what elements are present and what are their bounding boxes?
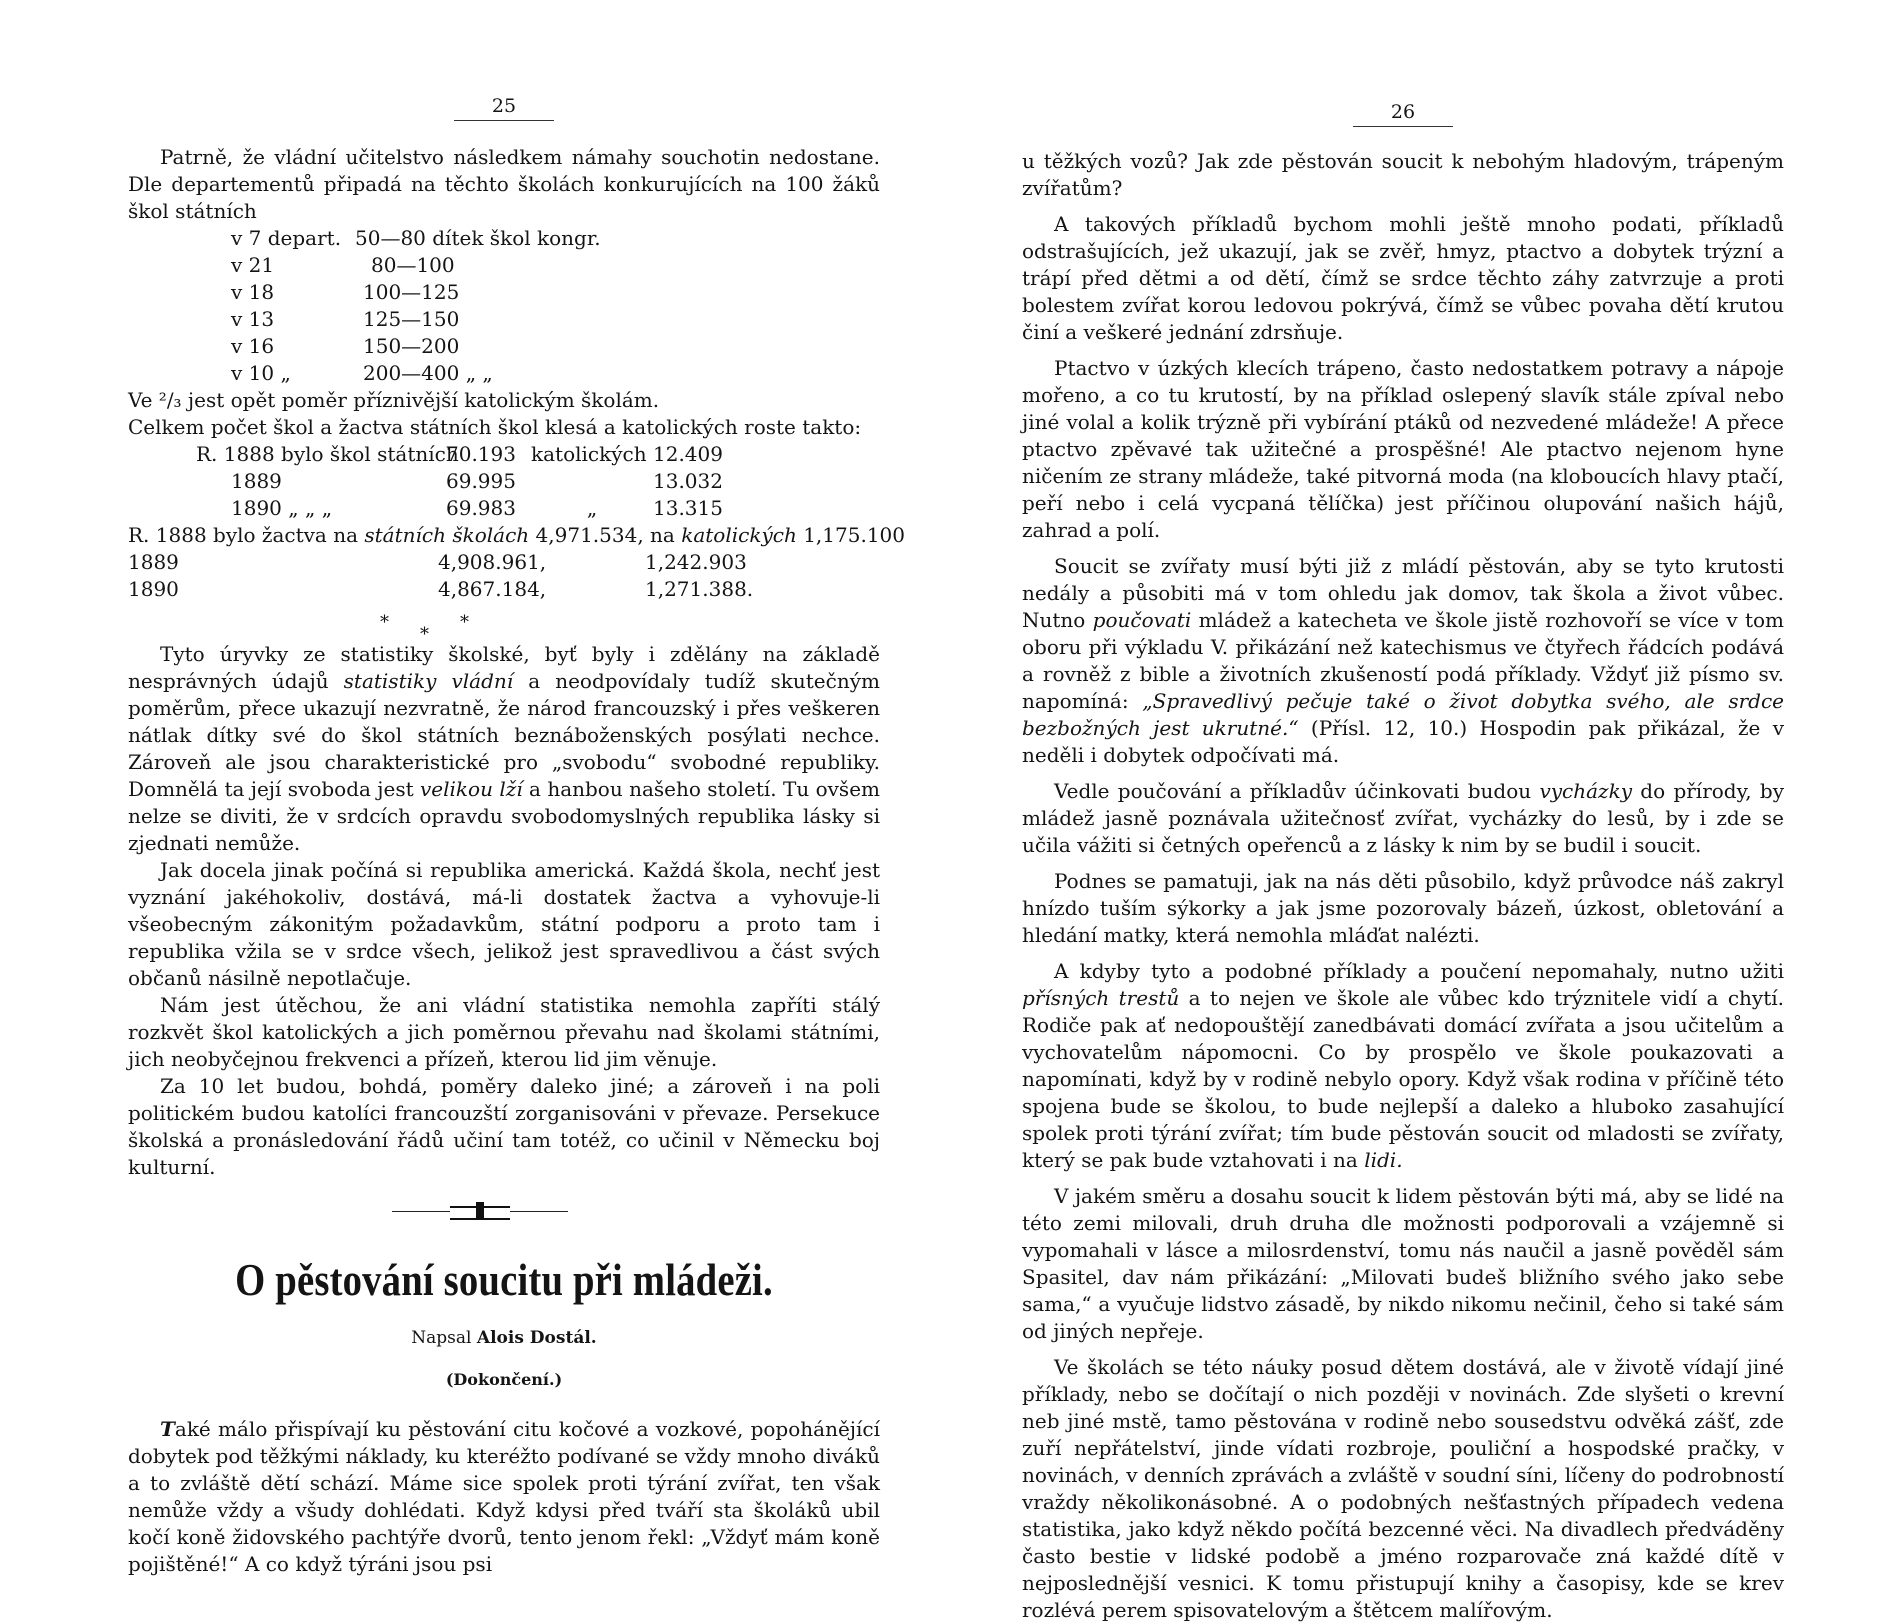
article-author: Napsal Alois Dostál. [411, 1328, 597, 1348]
table-row: v 16 150—200 [231, 334, 460, 358]
table-row: v 13 125—150 [231, 307, 460, 331]
paragraph: Také málo přispívají ku pěstování citu kočové a vozkové, popohánějící dobytek pod těžkými náklady, ku kteréžto podívané se vždy mnoho diváků a to zvláště dětí schází. Máme sice spolek proti týrání zvířat, ten však nemůže vždy a všudy dohlédati. Když kdysi před tváří sta školáků ubil kočí koně židovského pachtýře dvorů, tento jenom řekl: „Vždyť mám koně pojištěné!“ A co když týráni jsou psi [128, 1417, 880, 1576]
paragraph: Za 10 let budou, bohdá, poměry daleko jiné; a zároveň i na poli politickém budou katolíci francouzští zorganisováni v převaze. Persekuce školská a pronásledování řádů učiní tam totéž, co učinil v Německu boj kulturní. [128, 1074, 880, 1179]
department-table [128, 225, 880, 387]
ratio-line: Ve ²/₃ jest opět poměr příznivější katolickým školám. [128, 388, 660, 412]
table-row: v 18 100—125 [231, 280, 460, 304]
table-row: 1889 69.995 13.032 [231, 469, 723, 493]
table-row: v 21 80—100 [231, 253, 455, 277]
page-number-left: 25 [491, 95, 517, 117]
table-row: R. 1888 bylo žactva na státních školách 4,971.534, na katolických 1,175.100 [128, 523, 905, 547]
right-body [1022, 148, 1784, 1624]
paragraph: Soucit se zvířaty musí býti již z mládí pěstován, aby se tyto krutosti nedály a působiti má v tom ohledu jak domov, tak škola a život vůbec. Nutno poučovati mládež a katecheta ve škole jistě rozhovoří se více v tom oboru při výkladu V. přikázání než katechismus ve čtyřech řádcích podává a rovněž z bible a životních zkušeností podá příklady. Vždyť již písmo sv. napomíná: „Spravedlivý pečuje také o život dobytka svého, ale srdce bezbožných jest ukrutné.“ (Přísl. 12, 10.) Hospodin pak přikázal, že v neděli i dobytek odpočívati má. [1022, 554, 1784, 767]
pupils-table [128, 522, 905, 603]
paragraph: V jakém směru a dosahu soucit k lidem pěstován býti má, aby se lidé na této zemi milovali, druh druha dle možnosti podporovali a vzájemně si vypomahali v lásce a milosrdenství, tomu nás naučil a jasně pověděl sám Spasitel, dav nám přikázání: „Milovati budeš bližního svého jako sebe sama,“ a vyučuje lidstvo zásadě, by nikdo nikomu nečinil, čeho si také sám od jiných nepřeje. [1022, 1184, 1784, 1343]
page-number-right: 26 [1390, 101, 1416, 123]
paragraph: A takových příkladů bychom mohli ještě mnoho podati, příkladů odstrašujících, jež ukazují, jak se zvěř, hmyz, ptactvo a dobytek trýzní a trápí před dětmi a od dětí, čímž se srdce těchto záhy zatvrzuje a proti bolestem zvířat korou ledovou pokrývá, čímž se vůbec povaha dětí krutou činí a veškeré jednání zdrsňuje. [1022, 212, 1784, 344]
paragraph: u těžkých vozů? Jak zde pěstován soucit k nebohým hladovým, trápeným zvířatům? [1022, 149, 1784, 200]
paragraph: Jak docela jinak počíná si republika americká. Každá škola, nechť jest vyznání jakéhokoliv, dostává, má-li dostatek žactva a vyhovuje-li všeobecným zákonitým požadavkům, státní podporu a proto tam i republika vžila se v srdce všech, jelikož jest spravedlivou a část svých občanů násilně nepotlačuje. [128, 858, 880, 990]
page-number-rule [1353, 126, 1453, 127]
drop-cap: T [160, 1417, 175, 1441]
table-row: R. 1888 bylo škol státních 70.193 katolických 12.409 [196, 442, 723, 466]
section-separator-stars: * * * [380, 612, 469, 645]
section-ornament [128, 1197, 880, 1227]
paragraph: Podnes se pamatuji, jak na nás děti působilo, když průvodce náš zakryl hnízdo tuším sýkorky a jak jsme pozorovaly bázeň, úzkost, obletování a hledání matky, která nemohla mláďat nalézti. [1022, 869, 1784, 947]
page-number-rule [454, 120, 554, 121]
paragraph: Patrně, že vládní učitelstvo následkem námahy souchotin nedostane. Dle departementů připadá na těchto školách konkurujících na 100 žáků škol státních [128, 145, 880, 223]
schools-table [128, 441, 880, 522]
paragraph: Ve školách se této náuky posud dětem dostává, ale v životě vídají jiné příklady, nebo se dočítají o nich později v novinách. Zde slyšeti o krevní neb jiné mstě, tamo pěstována v rodině nebo sousedstvu odvěká zášť, zde zuří nepřátelství, jinde vídati rozbroje, pouliční a hospodské pračky, v novinách, v denních zprávách a zvláště v soudní síni, líčeny do podrobností vraždy několikonásobné. A o podobných nešťastných případech vedena statistika, jako když někdo počítá bezcenné věci. Na divadlech předváděny často bestie v lidské podobě a jméno rozparovače zná každé dítě v nejposlednější vesnici. K tomu přistupují knihy a časopisy, kde se krev rozlévá perem spisovatelovým a štětcem malířovým. [1022, 1355, 1784, 1622]
table-row: v 7 depart. 50—80 dítek škol kongr. [231, 226, 601, 250]
paragraph: Vedle poučování a příkladův účinkovati budou vycházky do přírody, by mládež jasně poznávala užitečnosť zvířat, vycházky do lesů, by i zde se učila vážiti si četných opeřenců a z lásky k nim by se budil i soucit. [1022, 779, 1785, 857]
table-row: 1890 „ „ „ 69.983 „ 13.315 [231, 496, 723, 520]
table-row: v 10 „ 200—400 „ „ [231, 361, 493, 385]
right-page [1022, 0, 1784, 1624]
paragraph: Nám jest útěchou, že ani vládní statistika nemohla zapříti stálý rozkvět škol katolických a jich poměrnou převahu nad školami státními, jich neobyčejnou frekvenci a přízeň, kterou lid jim věnuje. [128, 993, 880, 1071]
left-page [128, 0, 905, 1578]
article-title: O pěstování soucitu při mládeži. [235, 1255, 773, 1305]
total-line: Celkem počet škol a žactva státních škol klesá a katolických roste takto: [128, 415, 862, 439]
paragraph: A kdyby tyto a podobné příklady a poučení nepomahaly, nutno užiti přísných trestů a to nejen ve škole ale vůbec kdo trýznitele vidí a chytí. Rodiče pak ať nedopouštějí zanedbávati domácí zvířata a jsou učitelům a vychovatelům nápomocni. Co by prospělo ve škole poukazovati a napomínati, když by v rodině nebylo opory. Když však rodina v příčině této spojena bude se školou, to bude nejlepší a daleko a hluboko zasahující spolek proti týrání zvířat; tím bude pěstován soucit od mladosti se zvířaty, který se pak bude vztahovati i na lidi. [1022, 959, 1784, 1172]
continued-label: (Dokončení.) [445, 1370, 563, 1389]
paragraph: Ptactvo v úzkých klecích trápeno, často nedostatkem potravy a nápoje mořeno, a co tu krutostí, by na příklad oslepený slavík stále zpíval nebo jiné volal a kolik trýzně při vybírání ptáků od nezvedené mládeže! A přece ptactvo zpěvavé tak užitečné a prospěšné! Ale ptactvo nejenom hyne ničením ze strany mládeže, také pitvorná moda (na kloboucích hlavy ptačí, peří nebo i celá vycpaná tělíčka) jest příčinou olupování našich hájů, zahrad a polí. [1022, 356, 1784, 542]
left-body [128, 144, 905, 1578]
table-row: 1890 4,867.184, 1,271.388. [128, 577, 754, 601]
table-row: 1889 4,908.961, 1,242.903 [128, 550, 747, 574]
paragraph: Tyto úryvky ze statistiky školské, byť byly i zdělány na základě nesprávných údajů statistiky vládní a neodpovídaly tudíž skutečným poměrům, přece ukazují nezvratně, že národ francouzský i přes veškeren nátlak dítky své do škol státních beznáboženských posýlati nechce. Zároveň ale jsou charakteristické pro „svobodu“ svobodné republiky. Domnělá ta její svoboda jest velikou lží a hanbou našeho století. Tu ovšem nelze se diviti, že v srdcích opravdu svobodomyslných republika lásky si zjednati nemůže. [128, 642, 880, 855]
